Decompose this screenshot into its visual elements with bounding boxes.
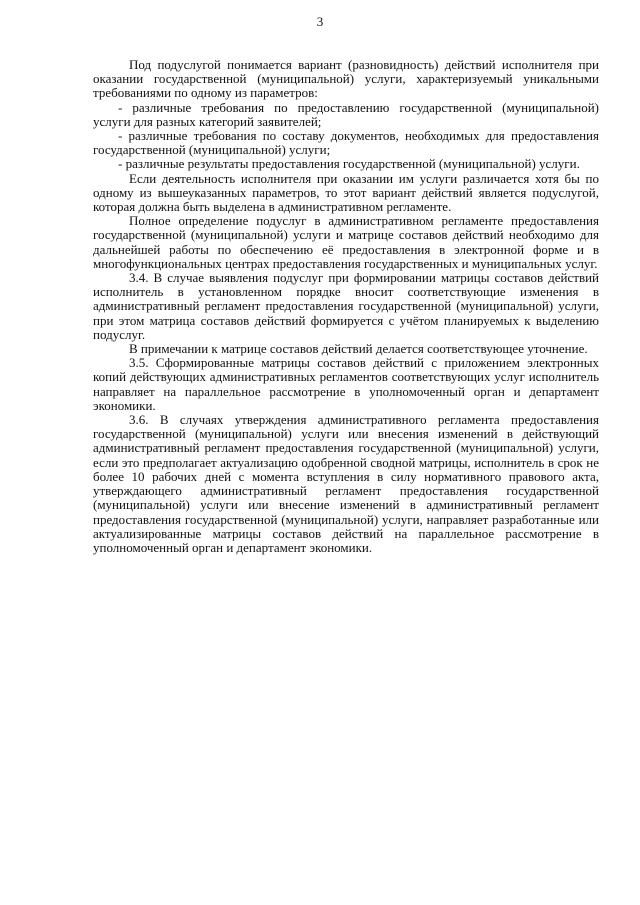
paragraph-3-4: 3.4. В случае выявления подуслуг при формировании матрицы составов действий исполнитель в установленном порядке вносит соответствующие изменения в административный регламент предоставления государственной (муниципальной) услуги, при этом матрица составов действий формируется с учётом планируемых к выделению подуслуг. — [93, 270, 599, 342]
page-number: 3 — [316, 14, 324, 29]
paragraph-podusluga-criteria: Если деятельность исполнителя при оказании им услуги различается хотя бы по одному из вышеуказанных параметров, то этот вариант действий является подуслугой, которая должна быть выделена в административном регламенте. — [93, 170, 599, 215]
paragraph-matrix-note: В примечании к матрице составов действий делается соответствующее уточнение. — [129, 341, 588, 357]
paragraph-3-6: 3.6. В случаях утверждения административного регламента предоставления государственной (муниципальной) услуги или внесения изменений в действующий административный регламент предоставления государственной (муниципальной) услуги, если это предполагает актуализацию одобренной сводной матрицы, исполнитель в срок не более 10 рабочих дней с момента вступления в силу нормативного правового акта, утверждающего административный регламент предоставления государственной (муниципальной) услуги или внесение изменений в административный регламент предоставления государственной (муниципальной) услуги, направляет разработанные или актуализированные матрицы составов действий на параллельное рассмотрение в уполномоченный орган и департамент экономики. — [93, 412, 599, 555]
list-item-requirements-categories: - различные требования по предоставлению государственной (муниципальной) услуги для разных категорий заявителей; — [93, 99, 599, 129]
document-body — [93, 58, 599, 555]
paragraph-full-definition: Полное определение подуслуг в административном регламенте предоставления государственной (муниципальной) услуги и матрице составов действий необходимо для дальнейшей работы по обеспечению её предоставления в электронной форме и в многофункциональных центрах предоставления государственных и муниципальных услуг. — [93, 213, 599, 271]
list-item-requirements-documents: - различные требования по составу документов, необходимых для предоставления государственной (муниципальной) услуги; — [93, 128, 599, 158]
list-item-different-results: - различные результаты предоставления государственной (муниципальной) услуги. — [118, 156, 580, 172]
paragraph-podusluga-definition: Под подуслугой понимается вариант (разновидность) действий исполнителя при оказании государственной (муниципальной) услуги, характеризуемый уникальными требованиями по одному из параметров: — [93, 57, 599, 101]
paragraph-3-5: 3.5. Сформированные матрицы составов действий с приложением электронных копий действующих административных регламентов соответствующих услуг исполнитель направляет на параллельное рассмотрение в уполномоченный орган и департамент экономики. — [93, 355, 599, 413]
